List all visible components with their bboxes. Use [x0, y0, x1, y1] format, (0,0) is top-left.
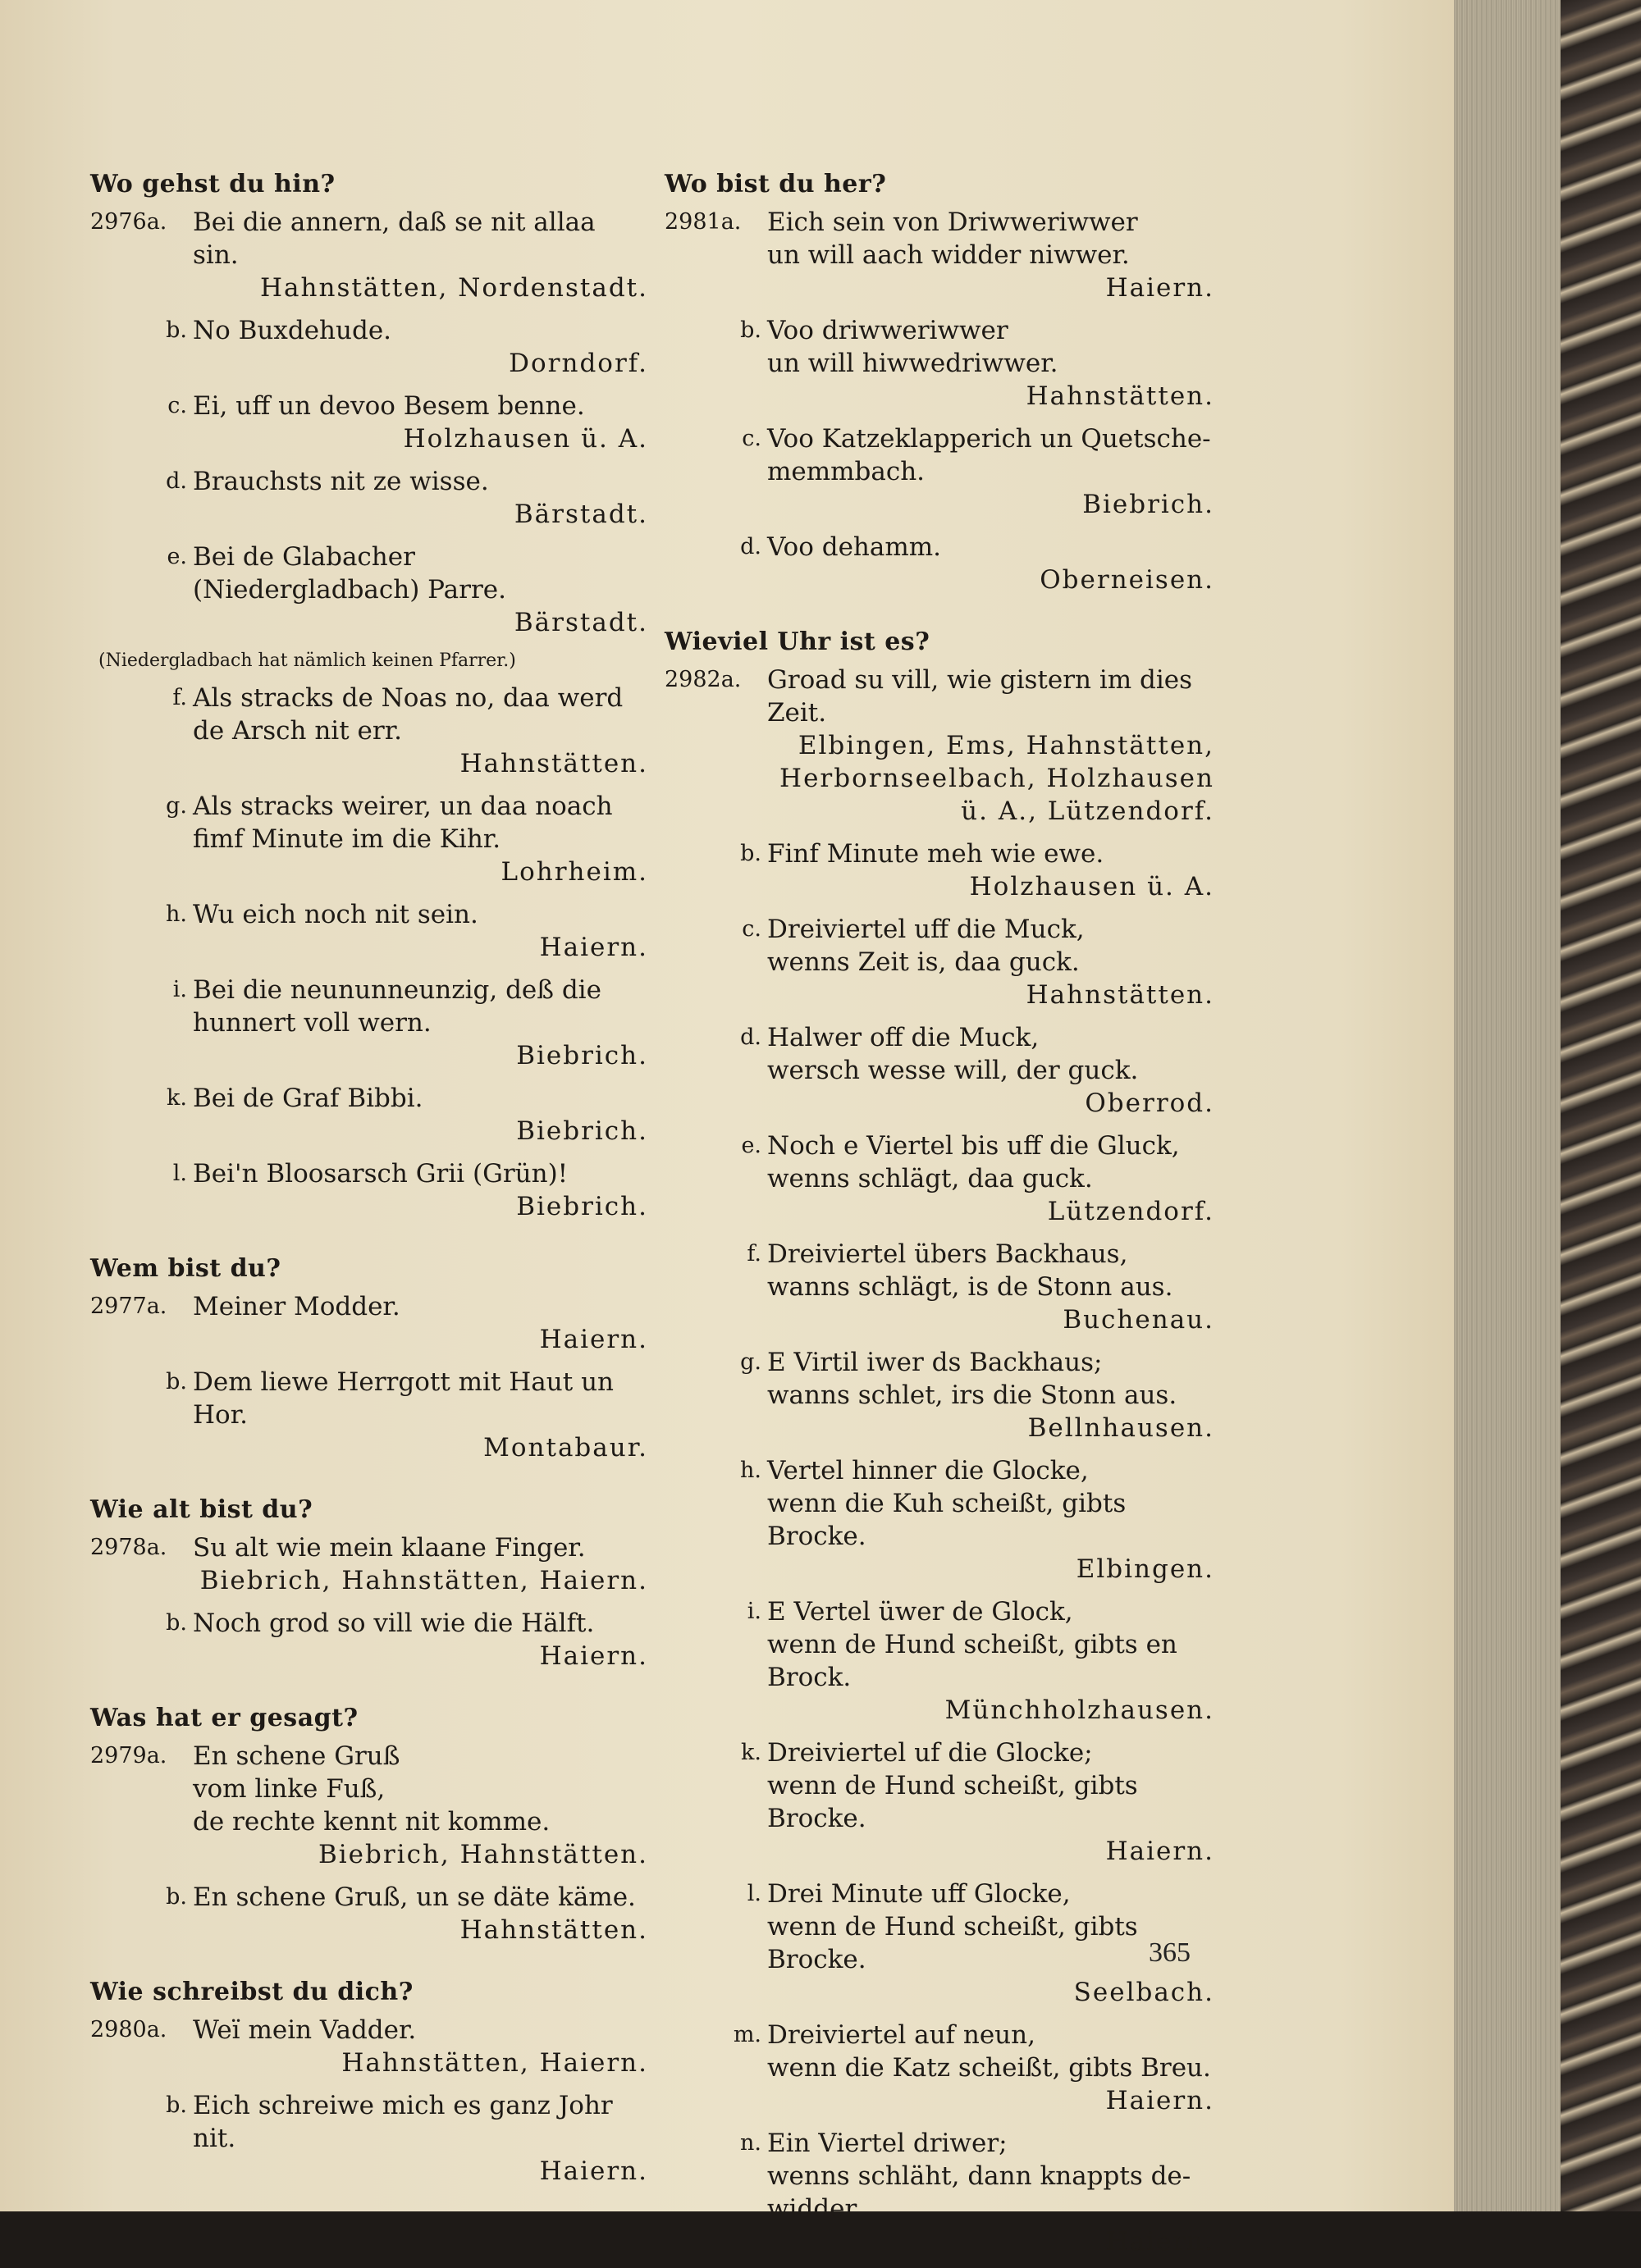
- place-name: Seelbach.: [1073, 1978, 1214, 2007]
- entry-number: c.: [742, 916, 761, 942]
- entry-line: un will aach widder niwwer.: [767, 240, 1130, 270]
- entry-line: wenn de Hund scheißt, gibts en Brock.: [767, 1630, 1177, 1692]
- entry-number: b.: [166, 1369, 187, 1394]
- entry: [665, 2127, 1214, 2258]
- place-name: Bellnhausen.: [1027, 1413, 1214, 1443]
- entry: [90, 1157, 648, 1223]
- entry-line: Weï mein Vadder.: [193, 2015, 417, 2045]
- entry-line: wenn de Hund scheißt, gibts Brocke.: [767, 1912, 1138, 1974]
- place-name: Biebrich.: [516, 1192, 648, 1221]
- section-heading: Wo gehst du hin?: [90, 170, 336, 199]
- entry-number: f.: [172, 685, 187, 710]
- entry-line: Wu eich noch nit sein.: [193, 900, 478, 929]
- entry-line: Bei die neununneunzig, deß die hunnert voll wern.: [193, 975, 601, 1038]
- entry-number: c.: [167, 393, 187, 418]
- entry-number: 2978a.: [90, 1535, 167, 1560]
- entry-line: wenn de Hund scheißt, gibts Brocke.: [767, 1771, 1138, 1833]
- entry-line: de rechte kennt nit komme.: [193, 1807, 551, 1837]
- entry-line: wanns schlet, irs die Stonn aus.: [767, 1380, 1177, 1410]
- entry-line: Bei die annern, daß se nit allaa sin.: [193, 208, 596, 270]
- entry-number: b.: [740, 317, 761, 343]
- entry-number: g.: [166, 793, 187, 819]
- entry: [665, 913, 1214, 1011]
- entry: [665, 1454, 1214, 1586]
- entry-number: b.: [166, 317, 187, 343]
- place-name: Dorndorf.: [509, 349, 648, 378]
- entry-line: Als stracks de Noas no, daa werd de Arsch nit err.: [193, 683, 624, 746]
- entry: [665, 1595, 1214, 1727]
- entry-line: En schene Gruß: [193, 1741, 400, 1771]
- entry: [90, 390, 648, 455]
- entry-number: k.: [167, 1085, 187, 1111]
- place-name: Haiern.: [539, 933, 648, 962]
- entry-number: m.: [733, 2022, 761, 2047]
- entry-line: Dem liewe Herrgott mit Haut un Hor.: [193, 1367, 614, 1430]
- entry-line: E Virtil iwer ds Backhaus;: [767, 1348, 1103, 1377]
- entry-number: b.: [740, 841, 761, 866]
- place-name: Bärstadt.: [514, 608, 648, 637]
- entry-number: d.: [740, 534, 761, 559]
- entry: [665, 837, 1214, 903]
- place-name: Hahnstätten, Nordenstadt.: [260, 273, 648, 303]
- entry: [665, 1129, 1214, 1228]
- entry-number: i.: [172, 977, 187, 1002]
- place-name: Holzhausen ü. A.: [969, 872, 1214, 901]
- place-name: Montabaur.: [483, 1433, 648, 1463]
- right-column: [665, 168, 1214, 2268]
- section-heading: Wem bist du?: [90, 1254, 281, 1283]
- place-name: Haiern.: [1105, 273, 1214, 303]
- entry-number: 2982a.: [665, 667, 742, 692]
- section-heading: Wo bist du her?: [665, 170, 887, 199]
- entry-line: Voo driwweriwwer: [767, 316, 1008, 345]
- entry-line: Dreiviertel uff die Muck,: [767, 915, 1085, 944]
- entry-number: l.: [747, 1881, 761, 1906]
- entry-line: Eich schreiwe mich es ganz Johr nit.: [193, 2091, 613, 2153]
- entry-line: Brauchsts nit ze wisse.: [193, 467, 489, 496]
- entry-line: Eich sein von Driwweriwwer: [767, 208, 1138, 237]
- entry: [90, 206, 648, 304]
- place-name: Elbingen.: [1076, 1554, 1214, 1584]
- entry-line: wanns schlägt, is de Stonn aus.: [767, 1272, 1173, 1302]
- entry: [665, 664, 1214, 828]
- footnote: (Niedergladbach hat nämlich keinen Pfarrer.): [98, 650, 516, 671]
- entry-number: 2979a.: [90, 1743, 167, 1768]
- entry: [90, 1607, 648, 1672]
- place-name: Haiern.: [1105, 2086, 1214, 2115]
- entry-line: En schene Gruß, un se däte käme.: [193, 1882, 636, 1912]
- entry: [90, 682, 648, 780]
- entry-line: wenn die Katz scheißt, gibts Breu.: [767, 2053, 1211, 2083]
- entry-line: wenns schlägt, daa guck.: [767, 1164, 1093, 1193]
- place-name: Münchholzhausen.: [944, 1695, 1214, 1725]
- place-name: Hahnstätten.: [459, 749, 648, 778]
- left-column: [90, 168, 648, 2197]
- entry-number: e.: [741, 1133, 761, 1158]
- place-name: Biebrich.: [1082, 490, 1214, 519]
- entry-number: c.: [742, 426, 761, 451]
- entry-line: Drei Minute uff Glocke,: [767, 1879, 1071, 1909]
- place-name: Hahnstätten.: [1026, 980, 1214, 1010]
- entry-line: wenns schläht, dann knappts de-widder.: [767, 2161, 1191, 2224]
- marbled-cover: [1561, 0, 1641, 2211]
- section-heading: Wie schreibst du dich?: [90, 1978, 414, 2006]
- entry: [90, 974, 648, 1072]
- entry-number: 2981a.: [665, 209, 742, 235]
- entry-line: Bei'n Bloosarsch Grii (Grün)!: [193, 1159, 569, 1189]
- entry-line: No Buxdehude.: [193, 316, 392, 345]
- place-name: Biebrich, Hahnstätten.: [318, 1840, 648, 1869]
- entry-line: Noch grod so vill wie die Hälft.: [193, 1609, 595, 1638]
- section-heading: Wie alt bist du?: [90, 1495, 313, 1524]
- place-name: Haiern.: [539, 1325, 648, 1354]
- place-name: Haiern.: [539, 2156, 648, 2186]
- entry: [90, 541, 648, 639]
- entry: [90, 1881, 648, 1946]
- entry: [90, 1290, 648, 1356]
- entry-line: Dreiviertel auf neun,: [767, 2020, 1035, 2050]
- entry-line: Groad su vill, wie gistern im dies Zeit.: [767, 665, 1193, 728]
- entry-line: Bei de Graf Bibbi.: [193, 1084, 423, 1113]
- place-name: Oberrod.: [1085, 1088, 1214, 1118]
- place-name: Lützendorf.: [1047, 1197, 1214, 1226]
- entry-line: Noch e Viertel bis uff die Gluck,: [767, 1131, 1180, 1161]
- entry: [90, 2089, 648, 2188]
- place-name: Bärstadt.: [514, 500, 648, 529]
- entry: [90, 790, 648, 888]
- place-name: Elbingen, Ems, Hahnstätten, Herbornseelbach, Holzhausen ü. A., Lützendorf.: [779, 731, 1214, 826]
- entry-number: d.: [166, 468, 187, 494]
- entry-line: Ei, uff un devoo Besem benne.: [193, 391, 585, 421]
- entry: [90, 898, 648, 964]
- entry: [665, 1878, 1214, 2009]
- entry-number: 2980a.: [90, 2017, 167, 2042]
- entry: [90, 465, 648, 531]
- entry: [90, 314, 648, 380]
- place-name: Biebrich, Hahnstätten, Haiern.: [199, 1566, 648, 1595]
- place-name: Hahnstätten.: [1026, 381, 1214, 411]
- entry-line: wenns Zeit is, daa guck.: [767, 947, 1080, 977]
- entry-line: un will hiwwedriwwer.: [767, 349, 1058, 378]
- entry-line: Dreiviertel uf die Glocke;: [767, 1738, 1093, 1768]
- entry-line: Bei de Glabacher (Niedergladbach) Parre.: [193, 542, 506, 605]
- entry-line: Finf Minute meh wie ewe.: [767, 839, 1104, 869]
- entry: [665, 531, 1214, 596]
- entry-number: h.: [740, 1458, 761, 1483]
- entry-number: h.: [166, 901, 187, 927]
- entry-number: l.: [172, 1161, 187, 1186]
- entry-line: Als stracks weirer, un daa noach fimf Minute im die Kihr.: [193, 792, 613, 854]
- entry: [665, 1238, 1214, 1336]
- entry-number: 2976a.: [90, 209, 167, 235]
- entry-line: wenn die Kuh scheißt, gibts Brocke.: [767, 1489, 1127, 1551]
- entry: [90, 2014, 648, 2079]
- place-name: Haiern.: [539, 1641, 648, 1671]
- entry-line: Ein Viertel driwer;: [767, 2129, 1008, 2158]
- place-name: Lohrheim.: [501, 857, 648, 887]
- entry: [665, 1346, 1214, 1444]
- entry-line: Halwer off die Muck,: [767, 1023, 1040, 1052]
- page-stack-edge: [1454, 0, 1561, 2211]
- place-name: Buchenau.: [1063, 1305, 1214, 1335]
- entry: [665, 206, 1214, 304]
- entry-number: b.: [166, 1610, 187, 1636]
- page-number: 365: [1149, 1937, 1191, 1968]
- entry-number: k.: [741, 1740, 761, 1765]
- entry-number: g.: [740, 1349, 761, 1375]
- entry-number: d.: [740, 1024, 761, 1050]
- place-name: Haiern.: [1105, 1837, 1214, 1866]
- place-name: Biebrich.: [516, 1116, 648, 1146]
- entry-line: Dreiviertel übers Backhaus,: [767, 1239, 1128, 1269]
- entry-line: Voo dehamm.: [767, 532, 942, 562]
- entry-number: b.: [166, 1884, 187, 1910]
- entry: [665, 1021, 1214, 1120]
- entry-line: E Vertel üwer de Glock,: [767, 1597, 1073, 1627]
- entry: [665, 422, 1214, 521]
- section-heading: Wieviel Uhr ist es?: [665, 627, 930, 656]
- entry-line: Meiner Modder.: [193, 1292, 400, 1321]
- entry: [90, 1366, 648, 1464]
- entry: [90, 1531, 648, 1597]
- place-name: Oberneisen.: [1040, 565, 1214, 595]
- entry-line: wersch wesse will, der guck.: [767, 1056, 1139, 1085]
- entry-number: i.: [747, 1599, 761, 1624]
- entry-number: e.: [167, 544, 187, 569]
- entry-number: n.: [740, 2130, 761, 2156]
- place-name: Hahnstätten.: [459, 1915, 648, 1945]
- entry: [665, 314, 1214, 413]
- entry-line: Voo Katzeklapperich un Quetsche-memmbach.: [767, 424, 1211, 486]
- place-name: Biebrich.: [516, 1041, 648, 1070]
- entry-number: 2977a.: [90, 1294, 167, 1319]
- entry-line: vom linke Fuß,: [193, 1774, 386, 1804]
- entry-number: b.: [166, 2092, 187, 2118]
- place-name: Hahnstätten, Haiern.: [341, 2048, 648, 2078]
- entry-number: f.: [747, 1241, 761, 1266]
- place-name: Holzhausen ü. A.: [403, 424, 648, 454]
- entry: [90, 1740, 648, 1871]
- entry: [665, 2019, 1214, 2117]
- entry-line: Vertel hinner die Glocke,: [767, 1456, 1089, 1485]
- entry: [90, 1082, 648, 1148]
- place-name: Haiern.: [1105, 2227, 1214, 2257]
- entry: [665, 1736, 1214, 1868]
- section-heading: Was hat er gesagt?: [90, 1704, 359, 1732]
- entry-line: Su alt wie mein klaane Finger.: [193, 1533, 586, 1563]
